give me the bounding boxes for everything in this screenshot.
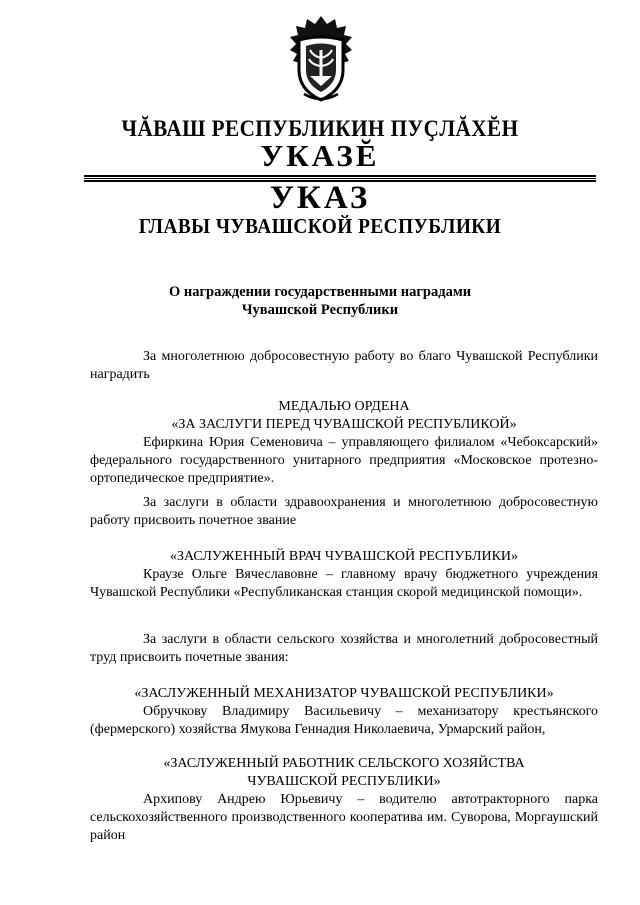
decree-title-line-2: Чувашской Республики <box>241 302 399 318</box>
chuvash-header-line-2: УКАЗĔ <box>260 138 380 173</box>
recipient-text: Краузе Ольге Вячеславовне – главному врачу бюджетного учреждения Чувашской Республики «Республиканская станция скорой медицинской помощи». <box>90 567 598 600</box>
coat-of-arms-emblem <box>286 14 356 106</box>
recipient-text: Обручкову Владимиру Васильевичу – механизатору крестьянского (фермерского) хозяйства Ямукова Геннадия Николаевича, Урмарский район, <box>90 704 598 737</box>
chuvash-header-line-1: ЧĂВАШ РЕСПУБЛИКИН ПУҪЛĂХĔН <box>121 116 519 141</box>
section-intro: За заслуги в области здравоохранения и многолетнюю добросовестную работу присвоить почетное звание <box>90 495 598 528</box>
russian-header-line-2: ГЛАВЫ ЧУВАШСКОЙ РЕСПУБЛИКИ <box>138 214 502 238</box>
russian-header-line-1: УКАЗ <box>269 180 371 216</box>
section-medal <box>90 348 598 488</box>
section-intro: За заслуги в области сельского хозяйства и многолетний добросовестный труд присвоить почетные звания: <box>90 632 598 665</box>
award-title-line: «ЗА ЗАСЛУГИ ПЕРЕД ЧУВАШСКОЙ РЕСПУБЛИКОЙ» <box>171 417 517 432</box>
award-title-line: «ЗАСЛУЖЕННЫЙ МЕХАНИЗАТОР ЧУВАШСКОЙ РЕСПУБЛИКИ» <box>134 686 554 701</box>
award-title-line: ЧУВАШСКОЙ РЕСПУБЛИКИ» <box>247 774 441 789</box>
award-title-line: МЕДАЛЬЮ ОРДЕНА <box>278 399 410 414</box>
section-machine-operator <box>90 631 598 739</box>
section-agriculture-worker <box>90 755 598 845</box>
decree-title <box>130 283 510 319</box>
header-divider-top <box>84 175 596 177</box>
recipient-text: Ефиркина Юрия Семеновича – управляющего филиалом «Чебоксарский» федерального государственного унитарного предприятия «Московское протезно-ортопедическое предприятие». <box>90 435 598 486</box>
section-doctor <box>90 494 598 602</box>
award-title-line: «ЗАСЛУЖЕННЫЙ РАБОТНИК СЕЛЬСКОГО ХОЗЯЙСТВА <box>163 756 525 771</box>
recipient-text: Архипову Андрею Юрьевичу – водителю автотракторного парка сельскохозяйственного производственного кооператива им. Суворова, Моргаушский район <box>90 792 598 843</box>
section-intro: За многолетнюю добросовестную работу во благо Чувашской Республики наградить <box>90 349 598 382</box>
header-divider-middle <box>84 178 596 179</box>
award-title-line: «ЗАСЛУЖЕННЫЙ ВРАЧ ЧУВАШСКОЙ РЕСПУБЛИКИ» <box>169 549 519 564</box>
decree-title-line-1: О награждении государственными наградами <box>168 284 472 300</box>
